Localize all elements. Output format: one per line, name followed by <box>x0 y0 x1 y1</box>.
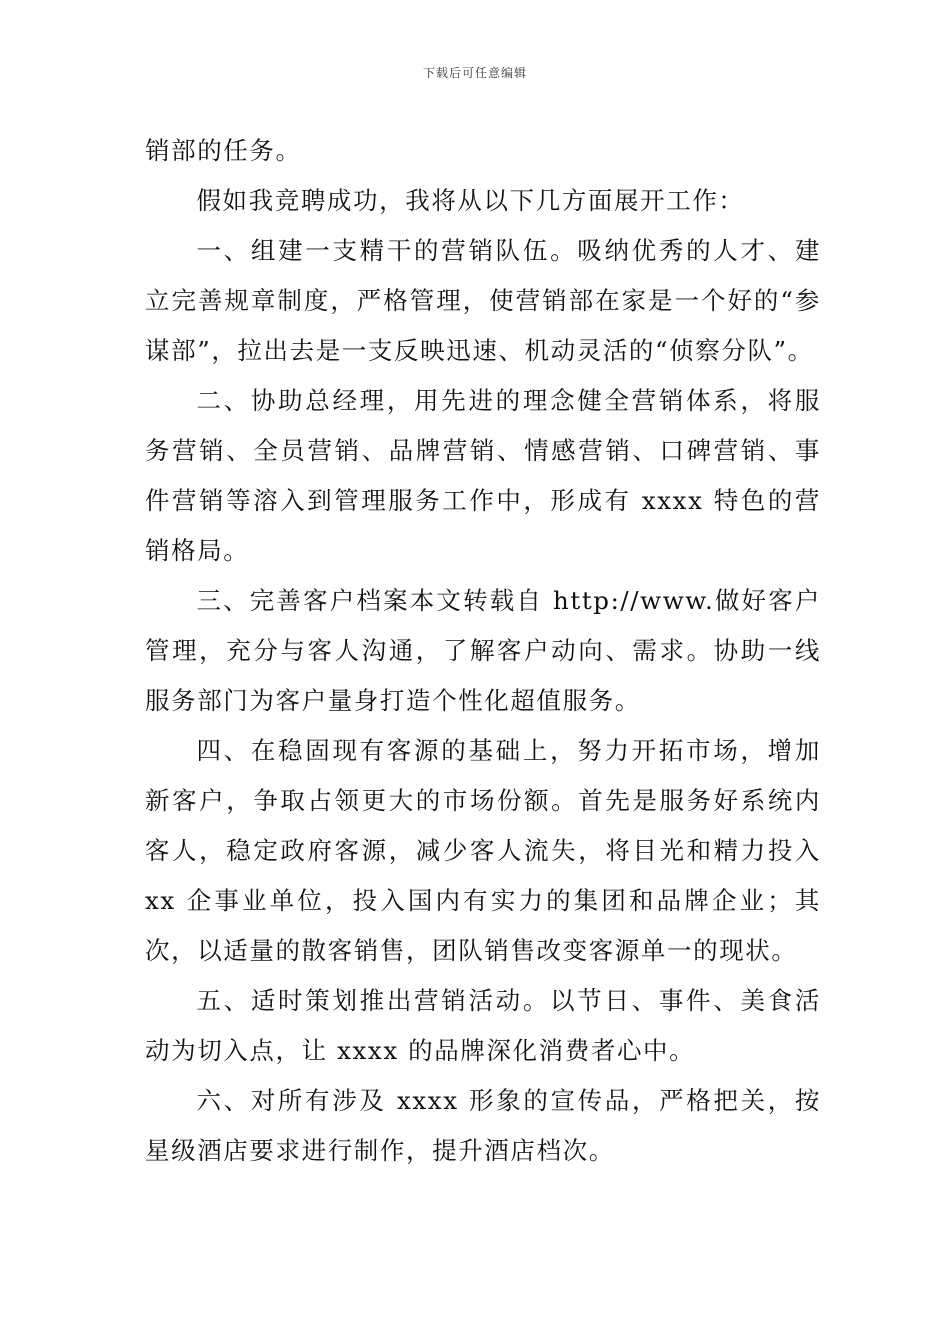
paragraph-item-2: 二、协助总经理，用先进的理念健全营销体系，将服务营销、全员营销、品牌营销、情感营销、口碑营销、事件营销等溶入到管理服务工作中，形成有 xxxx 特色的营销格局。 <box>145 386 821 565</box>
page-header: 下载后可任意编辑 <box>422 66 527 80</box>
paragraph-item-4: 四、在稳固现有客源的基础上，努力开拓市场，增加新客户，争取占领更大的市场份额。首先是服务好系统内客人，稳定政府客源，减少客人流失，将目光和精力投入 xx 企事业单位，投入国内有实力的集团和品牌企业；其次，以适量的散客销售，团队销售改变客源单一的现状。 <box>145 736 821 965</box>
paragraph-item-1: 一、组建一支精干的营销队伍。吸纳优秀的人才、建立完善规章制度，严格管理，使营销部在家是一个好的“参谋部”，拉出去是一支反映迅速、机动灵活的“侦察分队”。 <box>145 236 821 365</box>
paragraph-intro: 假如我竞聘成功，我将从以下几方面展开工作： <box>196 186 745 215</box>
paragraph-continuation: 销部的任务。 <box>145 136 302 165</box>
paragraph-item-3: 三、完善客户档案本文转载自 http://www.做好客户管理，充分与客人沟通，了解客户动向、需求。协助一线服务部门为客户量身打造个性化超值服务。 <box>145 586 821 715</box>
document-body <box>145 126 821 1176</box>
paragraph-item-5: 五、适时策划推出营销活动。以节日、事件、美食活动为切入点，让 xxxx 的品牌深化消费者心中。 <box>145 986 821 1065</box>
paragraph-item-6: 六、对所有涉及 xxxx 形象的宣传品，严格把关，按星级酒店要求进行制作，提升酒店档次。 <box>145 1086 821 1165</box>
